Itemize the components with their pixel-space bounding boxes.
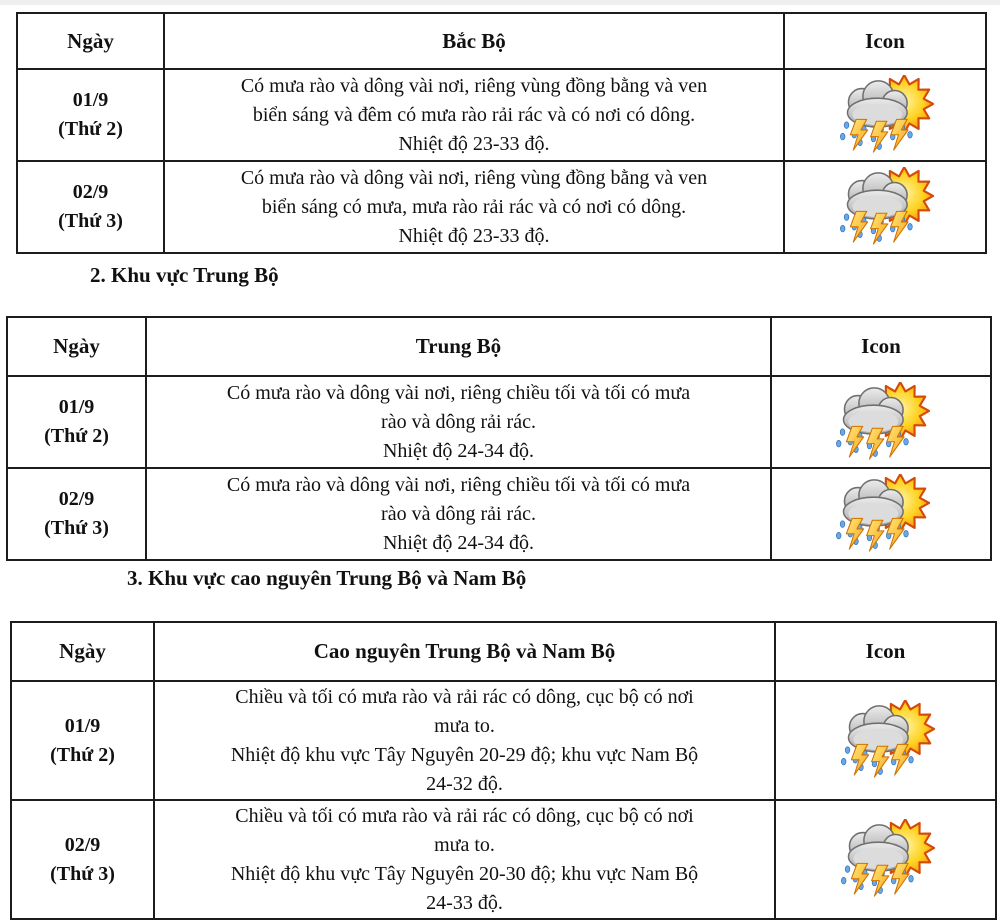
cloud-sun-rain-lightning-icon — [836, 819, 936, 900]
forecast-line: mưa to. — [434, 833, 495, 856]
forecast-table-bac-bo — [16, 12, 987, 254]
table-row — [11, 681, 996, 800]
day-weekday: (Thứ 3) — [50, 862, 115, 885]
temperature-line: Nhiệt độ 24-34 độ. — [382, 531, 535, 554]
day-weekday: (Thứ 3) — [58, 210, 123, 232]
forecast-cell — [154, 800, 775, 919]
forecast-line: mưa to. — [434, 714, 495, 737]
section-heading-cao-nguyen-nam-bo: 3. Khu vực cao nguyên Trung Bộ và Nam Bộ — [127, 566, 527, 590]
weather-icon-cell — [784, 69, 986, 161]
day-cell — [17, 161, 164, 253]
temperature-line: Nhiệt độ khu vực Tây Nguyên 20-29 độ; khu vực Nam Bộ — [230, 743, 699, 766]
day-weekday: (Thứ 2) — [50, 743, 115, 766]
weather-icon-cell — [775, 681, 996, 800]
table-header-row — [7, 317, 991, 376]
day-date: 01/9 — [64, 714, 101, 737]
weather-icon-cell — [771, 376, 991, 468]
section-heading-trung-bo: 2. Khu vực Trung Bộ — [90, 263, 279, 287]
weather-icon-cell — [784, 161, 986, 253]
forecast-cell — [146, 468, 771, 560]
temperature-line: Nhiệt độ 24-34 độ. — [382, 439, 535, 462]
forecast-line: Có mưa rào và dông vài nơi, riêng vùng đồng bằng và ven — [240, 166, 708, 189]
column-header-region: Bắc Bộ — [164, 13, 784, 69]
forecast-table-cao-nguyen-nam-bo — [10, 621, 997, 920]
forecast-cell — [164, 69, 784, 161]
cloud-sun-rain-lightning-icon — [831, 382, 931, 463]
cloud-sun-rain-lightning-icon — [831, 474, 931, 555]
forecast-line: rào và dông rải rác. — [381, 502, 536, 525]
day-date: 01/9 — [72, 89, 109, 111]
column-header-day: Ngày — [7, 317, 146, 376]
forecast-line: Chiều và tối có mưa rào và rải rác có dông, cục bộ có nơi — [235, 804, 694, 827]
forecast-line: rào và dông rải rác. — [381, 410, 536, 433]
temperature-line: Nhiệt độ khu vực Tây Nguyên 20-30 độ; khu vực Nam Bộ — [230, 862, 699, 885]
day-cell — [11, 800, 154, 919]
forecast-cell — [154, 681, 775, 800]
day-date: 01/9 — [58, 396, 95, 418]
table-row — [11, 800, 996, 919]
column-header-region: Cao nguyên Trung Bộ và Nam Bộ — [154, 622, 775, 681]
table-header-row — [17, 13, 986, 69]
forecast-cell — [164, 161, 784, 253]
table-row — [7, 468, 991, 560]
table-row — [17, 161, 986, 253]
column-header-icon: Icon — [784, 13, 986, 69]
forecast-cell — [146, 376, 771, 468]
forecast-line: biển sáng và đêm có mưa rào rải rác và có nơi có dông. — [252, 103, 696, 126]
column-header-day: Ngày — [11, 622, 154, 681]
day-date: 02/9 — [64, 833, 101, 856]
forecast-line: Có mưa rào và dông vài nơi, riêng chiều tối và tối có mưa — [226, 473, 691, 496]
forecast-line: biển sáng có mưa, mưa rào rải rác và có nơi có dông. — [261, 195, 687, 218]
weather-icon-cell — [775, 800, 996, 919]
day-date: 02/9 — [58, 488, 95, 510]
weather-icon-cell — [771, 468, 991, 560]
cloud-sun-rain-lightning-icon — [836, 700, 936, 781]
day-cell — [7, 468, 146, 560]
temperature-line: 24-33 độ. — [426, 891, 503, 914]
cloud-sun-rain-lightning-icon — [835, 167, 935, 248]
day-weekday: (Thứ 2) — [44, 425, 109, 447]
column-header-icon: Icon — [775, 622, 996, 681]
day-date: 02/9 — [72, 181, 109, 203]
column-header-day: Ngày — [17, 13, 164, 69]
temperature-line: Nhiệt độ 23-33 độ. — [398, 224, 550, 247]
column-header-icon: Icon — [771, 317, 991, 376]
forecast-line: Chiều và tối có mưa rào và rải rác có dông, cục bộ có nơi — [235, 685, 694, 708]
day-cell — [11, 681, 154, 800]
forecast-line: Có mưa rào và dông vài nơi, riêng vùng đồng bằng và ven — [240, 74, 708, 97]
day-cell — [7, 376, 146, 468]
day-cell — [17, 69, 164, 161]
table-row — [7, 376, 991, 468]
table-row — [17, 69, 986, 161]
forecast-table-trung-bo — [6, 316, 992, 561]
day-weekday: (Thứ 3) — [44, 517, 109, 539]
column-header-region: Trung Bộ — [146, 317, 771, 376]
cloud-sun-rain-lightning-icon — [835, 75, 935, 156]
temperature-line: Nhiệt độ 23-33 độ. — [398, 132, 550, 155]
day-weekday: (Thứ 2) — [58, 118, 123, 140]
temperature-line: 24-32 độ. — [426, 772, 503, 795]
page-top-edge — [0, 0, 1000, 5]
table-header-row — [11, 622, 996, 681]
forecast-line: Có mưa rào và dông vài nơi, riêng chiều tối và tối có mưa — [226, 381, 691, 404]
